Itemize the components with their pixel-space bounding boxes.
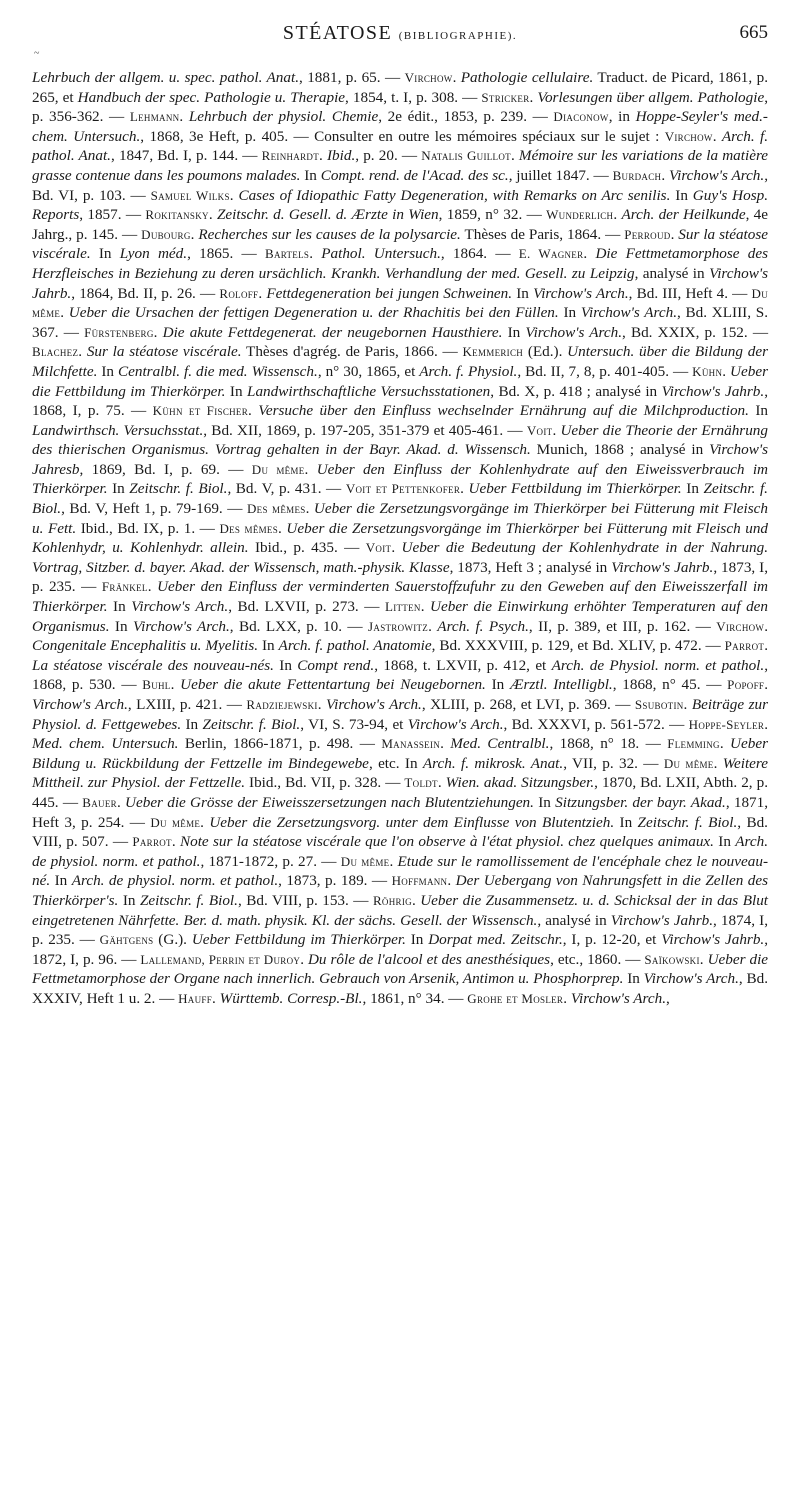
citation-text: , 1869, Bd. I, p. 69. — (79, 460, 252, 478)
citation-text: , Bd. II, 7, 8, p. 401-405. — (517, 362, 693, 380)
work-title: Wien. akad. Sitzungsber. (445, 774, 595, 792)
citation-text: , 1881, p. 65. — (299, 69, 405, 86)
citation-text: In (713, 833, 736, 851)
work-title: Handbuch der spec. Pathologie u. Therapie (77, 88, 346, 106)
work-title: Ueber Fettbildung im Thierkörper. (191, 931, 406, 949)
work-title: Virchow's Jahrb. (610, 911, 714, 929)
citation-text: , 1859, n° 32. — (438, 206, 547, 224)
work-title: Ueber die Zersetzungsvorgänge im Thierkörper bei Fütterung mit Fleisch und Kohlenhydr, u. Kohlenhydr. allein. (32, 519, 769, 557)
citation-text: . (529, 88, 538, 106)
work-title: Untersuch. über die Bildung der Milchfette. (32, 343, 768, 380)
work-title: Arch. f. mikrosk. Anat. (422, 754, 564, 772)
work-title: Hoppe-Seyler's med.-chem. Untersuch. (32, 108, 768, 145)
author-name: Du même (32, 285, 769, 321)
author-name: Litten (384, 599, 421, 615)
author-name: Lallemand, Perrin et Duroy (140, 951, 301, 967)
citation-text: . (170, 676, 181, 694)
work-title: Virchow's Arch. (131, 598, 229, 616)
citation-text: . (613, 206, 622, 224)
citation-text: , Bd. X, p. 418 ; analysé in (490, 382, 662, 400)
citation-text: , 1865. — (187, 245, 265, 263)
work-title: Virchow's Jahrb. (661, 931, 765, 949)
author-name: Saïkowski (644, 951, 700, 967)
citation-text: . (317, 696, 326, 713)
citation-text: , 1847, Bd. I, p. 144. — (110, 147, 262, 165)
author-name: Hauff (178, 990, 213, 1006)
citation-text: In (512, 284, 534, 302)
citation-text: Traduct. de Picard, 1861, p. 265, et (32, 69, 768, 106)
citation-text: In (109, 617, 133, 635)
author-name: Grohe et Mosler (467, 990, 564, 1006)
citation-text: , etc., 1860. — (550, 950, 645, 968)
author-name: Voit (526, 422, 553, 438)
work-title: Centralbl. f. die med. Wissensch. (117, 362, 318, 380)
work-title: Arch. f. Psych. (437, 617, 529, 635)
citation-text: , VI, S. 73-94, et (300, 715, 408, 733)
citation-text: Munich, 1868 ; analysé in (530, 441, 710, 459)
author-name: Des mêmes (219, 520, 279, 536)
work-title: Med. Centralbl. (450, 735, 550, 753)
author-name: Blachez (32, 344, 79, 360)
citation-text: (G.). (153, 931, 192, 949)
citation-text: (Ed.). (523, 343, 568, 361)
citation-text: . (452, 69, 461, 86)
citation-text: Thèses de Paris, 1864. — (460, 225, 625, 243)
citation-text: Ibid., Bd. VII, p. 328. — (245, 774, 405, 792)
author-name: Radziejewski (246, 697, 318, 712)
work-title: Ærztl. Intelligbl. (509, 676, 613, 694)
citation-text: . (683, 696, 692, 713)
work-title: Ueber die Fettbildung im Thierkörper. (32, 362, 769, 400)
author-name: Popoff (727, 677, 765, 693)
citation-text: . (278, 519, 287, 537)
citation-text: , 1870, Bd. LXII, Abth. 2, p. 445. — (32, 774, 768, 811)
citation-text: . (305, 500, 314, 518)
page-number: 665 (739, 22, 768, 43)
book-page (32, 22, 768, 1009)
work-title: Virchow's Arch. (325, 696, 422, 713)
citation-text: . (208, 206, 217, 224)
author-name: Samuel Wilks (150, 187, 230, 203)
citation-text: , 1868, t. LXVII, p. 412, et (374, 656, 552, 674)
work-title: Ueber Fettbildung im Thierkörper. (468, 480, 682, 498)
work-title: Dorpat med. Zeitschr. (428, 931, 563, 949)
citation-text: , 1871-1872, p. 27. — (200, 852, 341, 870)
work-title: Virchow's Arch. (580, 304, 677, 322)
running-head (32, 22, 768, 59)
work-title: Virchow's Jahrb. (611, 558, 714, 576)
work-title: Lehrbuch der allgem. u. spec. pathol. Anat. (32, 69, 300, 86)
citation-text: . (171, 833, 180, 851)
citation-text: In (502, 323, 526, 341)
citation-text: . (661, 166, 669, 184)
author-name: Bauer (82, 794, 117, 810)
work-title: Arch. f. pathol. Anat. (32, 127, 768, 165)
citation-text: , XLIII, p. 268, et LVI, p. 369. — (421, 696, 635, 713)
citation-text: . (116, 793, 126, 811)
citation-text: , 1864. — (440, 245, 519, 263)
work-title: Compt rend. (297, 656, 375, 674)
author-name: Virchow (664, 128, 713, 144)
work-title: Ueber die Fettmetamorphose der Organe nach innerlich. Gebrauch von Arsenik, Antimon u. Phosphorprep. (32, 950, 769, 988)
work-title: Sur la stéatose viscérale. (32, 225, 769, 263)
work-title: Du rôle de l'alcool et des anesthésiques (307, 950, 551, 968)
citation-text: . (78, 343, 87, 361)
work-title: Beiträge zur Physiol. d. Fettgewebes. (32, 696, 769, 733)
work-title: Pathol. Untersuch. (321, 245, 441, 263)
citation-text: , (666, 989, 670, 1007)
citation-text: . (304, 460, 317, 478)
work-title: Arch. de physiol. norm. et pathol. (71, 872, 279, 890)
citation-text: Berlin, 1866-1871, p. 498. — (178, 735, 382, 753)
citation-text: . (583, 245, 596, 263)
title-subtitle: (BIBLIOGRAPHIE). (398, 30, 518, 42)
work-title: Weitere Mittheil. zur Physiol. der Fettzelle. (32, 754, 769, 792)
work-title: Sitzungsber. der bayr. Akad. (555, 793, 726, 811)
citation-text: . (420, 598, 431, 616)
citation-text: . (437, 774, 446, 792)
citation-text: . (712, 127, 722, 145)
work-title: Zeitschr. f. Biol. (139, 891, 238, 909)
citation-text: . (212, 989, 220, 1007)
author-name: Natalis Guillot (421, 148, 511, 164)
citation-text: . (411, 891, 421, 909)
citation-text: . (764, 617, 769, 635)
work-title: Virchow's Arch. (533, 284, 629, 302)
citation-text: In (614, 813, 638, 831)
citation-text: , Bd. XXIX, p. 152. — (622, 323, 769, 341)
citation-text: . (722, 362, 731, 380)
citation-text: , 1868, I, p. 75. — (32, 382, 768, 420)
author-name: Du même (663, 755, 714, 771)
citation-text: , Bd. XLIII, S. 367. — (32, 304, 768, 341)
citation-text: , 1861, n° 34. — (362, 989, 468, 1007)
citation-text: , 1868, p. 530. — (32, 656, 768, 694)
citation-text: , 1868, n° 18. — (549, 735, 668, 753)
author-name: E. Wagner (518, 246, 584, 262)
citation-text: , VII, p. 32. — (563, 754, 664, 772)
author-name: Buhl (142, 677, 171, 693)
work-title: La stéatose viscérale des nouveau-nés. (32, 656, 274, 674)
author-name: Perroud (624, 226, 671, 242)
author-name: Reinhardt (261, 148, 320, 164)
work-title: Arch. f. pathol. Anatomie (278, 637, 432, 655)
citation-text: , I, p. 12-20, et (562, 931, 662, 949)
citation-text: In (118, 891, 140, 909)
work-title: Virchow's Jahresb (32, 441, 768, 478)
work-title: Recherches sur les causes de la polysarcie. (198, 225, 461, 243)
citation-text: . (147, 578, 158, 596)
citation-text: . (60, 304, 69, 322)
work-title: Ueber die Einwirkung erhöhter Temperaturen auf den Organismus. (32, 598, 769, 635)
work-title: Ueber die akute Fettentartung bei Neugebornen. (180, 676, 486, 694)
citation-text: , 1857. — (79, 206, 146, 224)
author-name: Rokitansky (145, 207, 209, 223)
author-name: Röhrig (372, 892, 412, 908)
work-title: Ueber die Grösse der Eiweisszersetzungen nach Blutentziehungen. (125, 793, 534, 811)
citation-text: , etc. In (368, 754, 423, 772)
citation-text: In (258, 637, 279, 655)
work-title: Arch. de physiol. norm. et pathol. (32, 833, 769, 870)
citation-text: In (623, 970, 644, 988)
citation-text: , 1868, 3e Heft, p. 405. — Consulter en outre les mémoires spéciaux sur le sujet : (140, 127, 665, 145)
author-name: Toldt (404, 775, 438, 791)
work-title: Virchow's Arch. (32, 696, 128, 713)
work-title: Arch. der Heilkunde (621, 206, 746, 224)
work-title: Landwirthschaftliche Versuchsstationen (247, 382, 491, 400)
citation-text: . (440, 735, 451, 753)
citation-text: . (460, 480, 469, 498)
author-name: Lehmann (129, 109, 180, 125)
work-title: Zeitschr. f. Biol. (202, 715, 301, 733)
work-title: Fettdegeneration bei jungen Schweinen. (266, 284, 513, 302)
author-name: Parrot (724, 638, 765, 654)
citation-text: In (107, 598, 132, 616)
citation-text: . (552, 421, 561, 439)
citation-text: , Bd. VIII, p. 507. — (32, 813, 768, 851)
citation-text: , 2e édit., 1853, p. 239. — (378, 108, 554, 126)
work-title: Virchow's Arch. (525, 323, 622, 341)
work-title: Virchow's Arch. (668, 166, 765, 184)
citation-text: , juillet 1847. — (508, 166, 613, 184)
work-title: Zeitschr. f. Biol. (32, 480, 768, 518)
citation-text: , n° 30, 1865, et (317, 362, 420, 380)
citation-text: In (670, 186, 693, 204)
citation-text: In (405, 931, 429, 949)
citation-text: . (719, 735, 731, 753)
citation-text: , LXIII, p. 421. — (127, 696, 247, 713)
corner-mark: ~ (34, 48, 40, 59)
work-title: Ueber den Einfluss der verminderten Sauerstoffzufuhr zu den Geweben auf den Eiweisszerfall im Thierkörper. (32, 578, 769, 616)
citation-text: . (258, 284, 267, 302)
citation-text: , Bd. V, Heft 1, p. 79-169. — (61, 500, 247, 518)
citation-text: . (510, 147, 519, 165)
citation-text: . (563, 989, 571, 1007)
work-title: Etude sur le ramollissement de l'encéphale chez le nouveau-né. (32, 852, 769, 890)
work-title: Note sur la stéatose viscérale que l'on observe à l'état physiol. chez quelques animaux. (179, 833, 714, 851)
citation-text: In (300, 166, 321, 184)
bibliography-text (32, 68, 768, 1009)
citation-text: , Bd. V, p. 431. — (227, 480, 346, 498)
citation-text: , p. 356-362. — (32, 88, 768, 126)
work-title: Virchow's Arch. (570, 989, 667, 1007)
citation-text: , in (608, 108, 636, 126)
citation-text: . (447, 872, 456, 890)
citation-text: . (300, 950, 308, 968)
work-title: Zeitschr. d. Gesell. d. Ærzte in Wien (216, 206, 439, 224)
work-title: Med. chem. Untersuch. (32, 735, 179, 753)
title-text: STÉATOSE (282, 22, 393, 44)
citation-text: , Bd. XII, 1869, p. 197-205, 351-379 et 405-461. — (203, 421, 527, 439)
work-title: Ueber die Zersetzungsvorgänge im Thierkörper bei Fütterung mit Fleisch u. Fett. (32, 500, 768, 537)
work-title: Ueber die Theorie der Ernährung des thierischen Organismus. Vortrag gehalten in der Bayr. Akad. d. Wissensch. (32, 421, 768, 459)
citation-text: , 1872, I, p. 96. — (32, 931, 769, 968)
work-title: Zeitschr. f. Biol. (637, 813, 738, 831)
author-name: Ssubotin (634, 697, 684, 712)
work-title: Congenitale Encephalitis u. Myelitis. (32, 637, 259, 655)
author-name: Kemmerich (462, 344, 524, 360)
work-title: Virchow's Arch. (643, 970, 739, 988)
citation-text: . (389, 852, 398, 870)
work-title: Ibid. (326, 147, 356, 165)
citation-text: , Bd. LXVII, p. 273. — (228, 598, 385, 616)
work-title: Sur la stéatose viscérale. (86, 343, 242, 361)
citation-text: In (533, 793, 556, 811)
citation-text: In (273, 656, 298, 674)
author-name: Bartels (264, 246, 310, 262)
citation-text: . (713, 754, 723, 772)
author-name: Virchow (404, 70, 453, 85)
work-title: Arch. de Physiol. norm. et pathol. (551, 656, 765, 674)
author-name: Burdach (612, 167, 662, 183)
work-title: Die Fettmetamorphose des Herzfleisches in Beziehung zu deren ursächlich. Krankh. Verhandlung der med. Gesell. zu Leipzig (32, 245, 769, 282)
citation-text: . (699, 950, 708, 968)
work-title: Württemb. Corresp.-Bl. (219, 989, 363, 1007)
work-title: Ueber die Zusammensetz. u. d. Schicksal der in das Blut eingetretenen Nährfette. Ber. d. math. physik. Kl. der sächs. Gesell. der Wissensch. (32, 891, 769, 929)
citation-text: In (558, 304, 581, 322)
citation-text: In (748, 402, 769, 420)
citation-text: , Bd. VI, p. 103. — (32, 166, 768, 204)
author-name: Diaconow (553, 109, 609, 125)
author-name: Gähtgens (99, 932, 154, 948)
citation-text: . (190, 225, 199, 243)
citation-text: In (225, 382, 247, 400)
work-title: Virchow's Jahrb. (32, 264, 768, 302)
citation-text: In (107, 480, 130, 498)
citation-text: , analysé in (537, 911, 611, 929)
citation-text: In (50, 872, 72, 890)
work-title: Arch. f. Physiol. (419, 362, 518, 380)
author-name: Flemming (667, 736, 720, 752)
citation-text: , II, p. 389, et III, p. 162. — (528, 617, 717, 635)
citation-text: , 1873, I, p. 235. — (32, 558, 768, 596)
work-title: Guy's Hosp. Reports (32, 186, 768, 224)
author-name: Stricker (481, 89, 530, 105)
author-name: Du même (150, 814, 201, 830)
citation-text: , 4e Jahrg., p. 145. — (32, 206, 769, 243)
work-title: Virchow's Arch. (407, 715, 504, 733)
citation-text: . (309, 245, 322, 263)
work-title: Der Uebergang von Nahrungsfett in die Zellen des Thierkörper's. (32, 872, 768, 909)
citation-text: , Bd. XXXIV, Heft 1 u. 2. — (32, 970, 768, 1007)
citation-text: In (485, 676, 510, 694)
citation-text: , 1868, n° 45. — (612, 676, 728, 694)
author-name: Voit (365, 540, 392, 556)
author-name: Dubourg (141, 226, 191, 242)
citation-text: , p. 20. — (355, 147, 422, 165)
citation-text: In (90, 245, 120, 263)
citation-text: . (428, 617, 438, 635)
author-name: Des mêmes (246, 501, 306, 517)
author-name: Fränkel (101, 579, 148, 595)
citation-text: . (764, 715, 768, 733)
citation-text: In (97, 362, 118, 380)
citation-text: Ibid., p. 435. — (248, 539, 366, 557)
work-title: Lyon méd. (119, 245, 188, 263)
work-title: Landwirthsch. Versuchsstat. (32, 421, 204, 439)
citation-text: , 1854, t. I, p. 308. — (345, 88, 482, 106)
author-name: Roloff (219, 285, 259, 301)
work-title: Versuche über den Einfluss wechselnder Ernährung auf die Milchproduction. (258, 402, 749, 420)
work-title: Ueber Bildung u. Rückbildung der Fettzelle im Bindegewebe (32, 735, 768, 772)
citation-text: . (391, 539, 402, 557)
citation-text: , Bd. XXXVI, p. 561-572. — (503, 715, 689, 733)
citation-text: . (319, 147, 327, 165)
author-name: Hoppe-Seyler (688, 716, 765, 732)
citation-text: . (153, 323, 163, 341)
citation-text: . (248, 402, 259, 420)
work-title: Pathologie cellulaire. (460, 69, 594, 86)
citation-text: . (229, 186, 239, 204)
citation-text: In (181, 715, 203, 733)
citation-text: . (179, 108, 189, 126)
work-title: Mémoire sur les variations de la matière grasse contenue dans les poumons malades. (32, 147, 769, 184)
work-title: Zeitschr. f. Biol. (129, 480, 228, 498)
author-name: Wunderlich (546, 207, 614, 223)
work-title: Die akute Fettdegenerat. der neugebornen Hausthiere. (162, 323, 503, 341)
citation-text: , Bd. LXX, p. 10. — (229, 617, 369, 635)
citation-text: , 1873, Heft 3 ; analysé in (449, 558, 612, 576)
work-title: Virchow's Jahrb. (661, 382, 765, 400)
citation-text: In (681, 480, 704, 498)
author-name: Virchow (716, 618, 765, 634)
citation-text: . (670, 225, 679, 243)
work-title: Vorlesungen über allgem. Pathologie (537, 88, 765, 106)
citation-text: , 1874, I, p. 235. — (32, 911, 769, 949)
citation-text: , 1864, Bd. II, p. 26. — (71, 284, 220, 302)
work-title: Virchow's Arch. (132, 617, 230, 635)
citation-text: , 1871, Heft 3, p. 254. — (32, 793, 769, 831)
citation-text: . (200, 813, 210, 831)
citation-text: , 1873, p. 189. — (278, 872, 392, 890)
author-name: Parrot (132, 834, 172, 850)
citation-text: Thèses d'agrég. de Paris, 1866. — (241, 343, 463, 361)
work-title: Ueber die Zersetzungsvorg. unter dem Einflusse von Blutentzieh. (209, 813, 615, 831)
author-name: Kühn et Fischer (152, 403, 249, 419)
citation-text: Ibid., Bd. IX, p. 1. — (76, 519, 220, 537)
work-title: Ueber die Bedeutung der Kohlenhydrate in der Nahrung. Vortrag, Sitzber. d. bayer. Akad. der Wissensch, math.-physik. Klasse (32, 539, 769, 576)
author-name: Du même (340, 853, 390, 869)
author-name: Jastrowitz (368, 618, 429, 634)
citation-text: , Bd. VIII, p. 153. — (237, 891, 373, 909)
author-name: Kühn (692, 363, 723, 379)
author-name: Fürstenberg (84, 324, 154, 340)
citation-text: , analysé in (634, 264, 710, 282)
author-name: Du même (251, 461, 305, 477)
work-title: Ueber die Ursachen der fettigen Degeneration u. der Rhachitis bei den Füllen. (68, 304, 559, 322)
work-title: Ueber den Einfluss der Kohlenhydrate auf den Eiweissverbrauch im Thierkörper. (32, 460, 769, 498)
author-name: Hoffmann (391, 873, 448, 889)
work-title: Cases of Idiopathic Fatty Degeneration, with Remarks on Arc senilis. (238, 186, 671, 204)
citation-text: , Bd. III, Heft 4. — (628, 284, 752, 302)
page-title (32, 22, 768, 45)
author-name: Voit et Pettenkofer (345, 481, 461, 497)
citation-text: . (764, 676, 769, 694)
citation-text: . (764, 637, 768, 655)
citation-text: , Bd. XXXVIII, p. 129, et Bd. XLIV, p. 472. — (431, 637, 725, 655)
author-name: Manassein (381, 736, 441, 752)
work-title: Lehrbuch der physiol. Chemie (188, 108, 379, 126)
work-title: Compt. rend. de l'Acad. des sc. (320, 166, 509, 184)
